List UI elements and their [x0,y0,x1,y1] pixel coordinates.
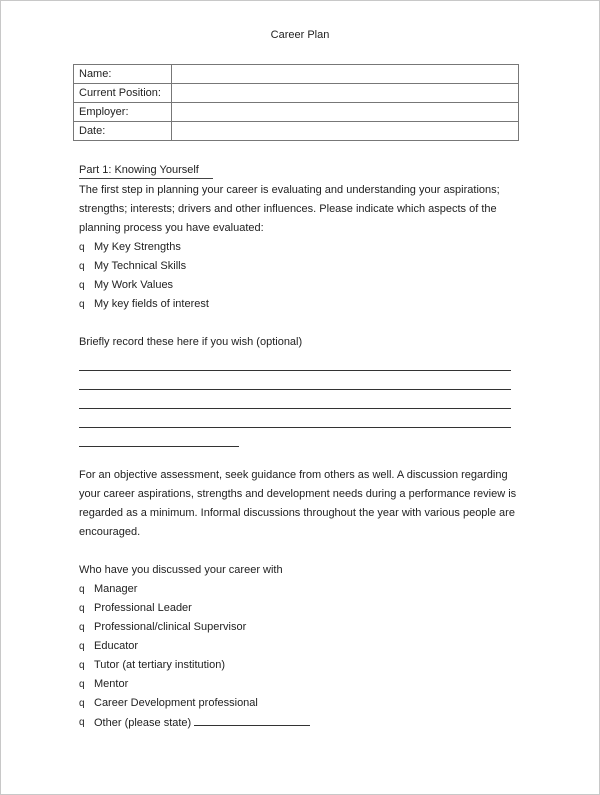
discussed-checklist [79,580,519,732]
checkbox-icon[interactable]: q [79,280,85,291]
checklist-item-label: My Technical Skills [94,260,187,272]
info-row-employer [74,103,519,122]
checklist-item[interactable] [79,618,519,637]
checklist-item-label: My Key Strengths [94,241,181,253]
aspects-checklist [79,238,519,314]
checklist-item[interactable] [79,276,519,295]
checklist-item[interactable] [79,656,519,675]
date-field[interactable] [172,122,519,141]
info-row-position [74,84,519,103]
writing-line[interactable] [79,390,511,409]
part1-heading: Part 1: Knowing Yourself [79,163,213,179]
date-label: Date: [74,122,172,141]
checklist-item-label: Professional/clinical Supervisor [94,621,247,633]
checklist-item[interactable] [79,257,519,276]
employer-label: Employer: [74,103,172,122]
checkbox-icon[interactable]: q [79,698,85,709]
checklist-item-label: Educator [94,640,139,652]
checklist-item[interactable] [79,694,519,713]
other-fill-line[interactable] [194,713,310,726]
checkbox-icon[interactable]: q [79,584,85,595]
personal-info-table [73,64,519,141]
checkbox-icon[interactable]: q [79,603,85,614]
current-position-label: Current Position: [74,84,172,103]
spacer [79,542,519,561]
checklist-item[interactable] [79,599,519,618]
objective-assessment-text: For an objective assessment, seek guidance from others as well. A discussion regarding your career aspirations, strengths and development needs during a performance review is regarded as a minimum. Informal discussions throughout the year with various people are encouraged. [79,469,517,538]
part1-section [79,161,519,732]
checklist-item-label: My Work Values [94,279,174,291]
checklist-item[interactable] [79,675,519,694]
employer-field[interactable] [172,103,519,122]
writing-line[interactable] [79,352,511,371]
current-position-field[interactable] [172,84,519,103]
writing-line[interactable] [79,428,239,447]
name-label: Name: [74,65,172,84]
checklist-item-label: Mentor [94,678,129,690]
checkbox-icon[interactable]: q [79,641,85,652]
part1-intro: The first step in planning your career is evaluating and understanding your aspirations; strengths; interests; drivers and other influences. Please indicate which aspects of the planning process you have evaluated: [79,184,500,234]
checklist-item[interactable] [79,295,519,314]
checklist-item-label: Other (please state) [94,717,192,729]
checkbox-icon[interactable]: q [79,679,85,690]
name-field[interactable] [172,65,519,84]
checklist-item[interactable] [79,580,519,599]
spacer [79,447,519,466]
document-title: Career Plan [270,29,330,41]
checklist-item[interactable] [79,238,519,257]
checklist-item[interactable] [79,637,519,656]
checkbox-icon[interactable]: q [79,242,85,253]
checkbox-icon[interactable]: q [79,299,85,310]
checkbox-icon[interactable]: q [79,261,85,272]
checklist-item-label: Manager [94,583,138,595]
checkbox-icon[interactable]: q [79,717,85,728]
spacer [79,314,519,333]
checklist-item-label: Career Development professional [94,697,258,709]
checkbox-icon[interactable]: q [79,660,85,671]
checklist-item-label: Professional Leader [94,602,192,614]
checkbox-icon[interactable]: q [79,622,85,633]
record-prompt: Briefly record these here if you wish (optional) [79,336,303,348]
info-row-name [74,65,519,84]
checklist-item[interactable] [79,713,519,732]
checklist-item-label: My key fields of interest [94,298,209,310]
writing-line[interactable] [79,409,511,428]
notes-lines[interactable] [79,352,519,447]
info-row-date [74,122,519,141]
discussed-prompt: Who have you discussed your career with [79,564,283,576]
checklist-item-label: Tutor (at tertiary institution) [94,659,226,671]
writing-line[interactable] [79,371,511,390]
